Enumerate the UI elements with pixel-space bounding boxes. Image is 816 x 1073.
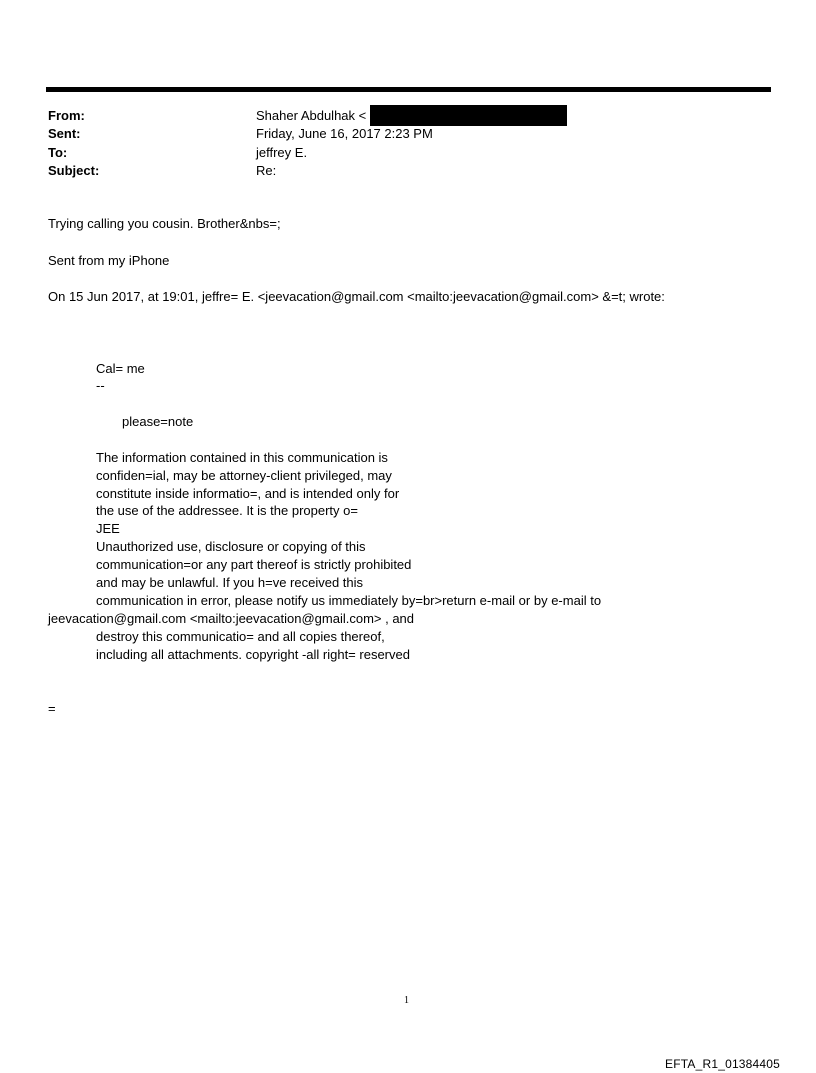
redaction-box bbox=[370, 105, 567, 126]
sent-label: Sent: bbox=[48, 126, 81, 141]
disclaimer-line: constitute inside informatio=, and is intended only for bbox=[96, 486, 400, 501]
from-value: Shaher Abdulhak < bbox=[256, 108, 367, 123]
quote-attribution: On 15 Jun 2017, at 19:01, jeffre= E. <jeevacation@gmail.com <mailto:jeevacation@gmail.com> &=t; wrote: bbox=[48, 289, 665, 304]
quoted-please-note: please=note bbox=[122, 414, 194, 429]
disclaimer-line: jeevacation@gmail.com <mailto:jeevacation@gmail.com> , and bbox=[48, 611, 415, 626]
subject-label: Subject: bbox=[48, 163, 100, 178]
page-number: 1 bbox=[404, 995, 409, 1006]
document-id: EFTA_R1_01384405 bbox=[665, 1057, 781, 1071]
disclaimer-line: confiden=ial, may be attorney-client privileged, may bbox=[96, 468, 392, 483]
disclaimer-line: and may be unlawful. If you h=ve received this bbox=[96, 575, 364, 590]
sent-value: Friday, June 16, 2017 2:23 PM bbox=[256, 126, 433, 141]
disclaimer-line: destroy this communicatio= and all copies thereof, bbox=[96, 629, 385, 644]
disclaimer-line: including all attachments. copyright -all right= reserved bbox=[96, 647, 410, 662]
from-label: From: bbox=[48, 108, 85, 123]
disclaimer-line: the use of the addressee. It is the property o= bbox=[96, 503, 358, 518]
to-label: To: bbox=[48, 145, 68, 160]
body-signature: Sent from my iPhone bbox=[48, 253, 170, 268]
body-line-1: Trying calling you cousin. Brother&nbs=; bbox=[48, 216, 281, 231]
disclaimer-line: The information contained in this communication is bbox=[96, 450, 388, 465]
trailing-equals: = bbox=[48, 701, 56, 716]
disclaimer-line: JEE bbox=[96, 521, 120, 536]
disclaimer-line: Unauthorized use, disclosure or copying of this bbox=[96, 539, 366, 554]
disclaimer-line: communication=or any part thereof is strictly prohibited bbox=[96, 557, 412, 572]
subject-value: Re: bbox=[256, 163, 277, 178]
to-value: jeffrey E. bbox=[256, 145, 308, 160]
disclaimer-line: communication in error, please notify us immediately by=br>return e-mail or by e-mail to bbox=[96, 593, 602, 608]
quoted-dashes: -- bbox=[96, 378, 105, 393]
quoted-call-me: Cal= me bbox=[96, 361, 145, 376]
header-rule bbox=[46, 87, 771, 92]
